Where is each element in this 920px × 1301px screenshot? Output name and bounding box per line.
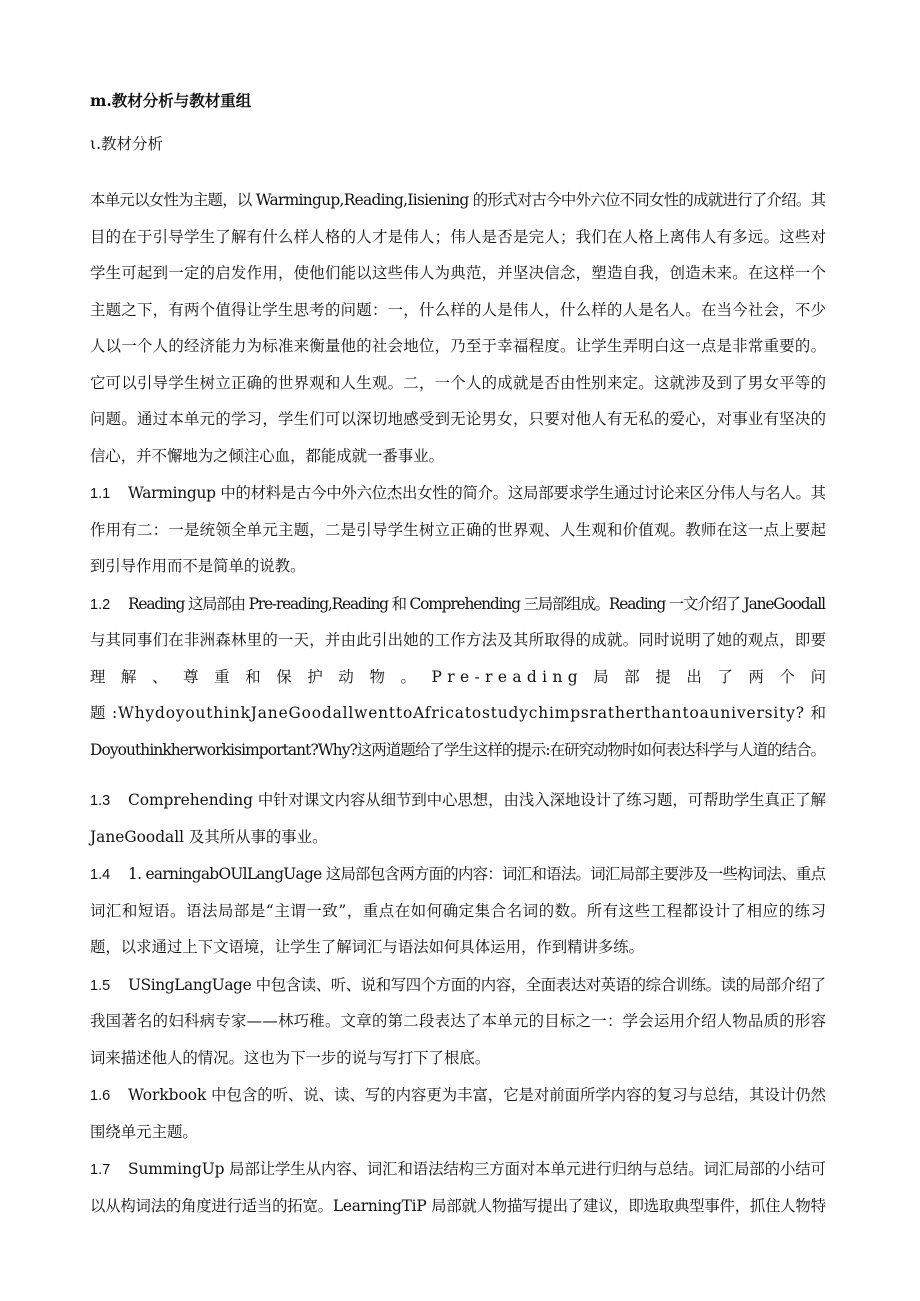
line-content <box>90 328 826 365</box>
line-content <box>90 182 825 219</box>
line-text: JaneGoodall 及其所从事的事业。 <box>90 827 328 846</box>
line-text: Reading 这局部由 Pre-reading,Reading 和 Comprehending 三局部组成。Reading 一文介绍了 JaneGoodall <box>128 594 825 613</box>
text-line <box>90 1077 826 1114</box>
section-heading: m.教材分析与教材重组 <box>90 91 252 110</box>
line-content <box>90 967 826 1005</box>
text-line <box>90 548 826 585</box>
line-content <box>90 438 444 475</box>
line-text: 与其同事们在非洲森林里的一天，并由此引出她的工作方法及其所取得的成就。同时说明了她的观点，即要 <box>90 631 827 649</box>
paragraph <box>90 182 826 474</box>
paragraph <box>90 967 826 1077</box>
line-content <box>90 401 826 438</box>
line-text: 作用有二：一是统领全单元主题，二是引导学生树立正确的世界观、人生观和价值观。教师在这一点上要起 <box>90 520 827 539</box>
text-line <box>90 893 826 930</box>
line-content <box>90 1188 826 1225</box>
text-line <box>90 695 826 732</box>
paragraph <box>90 782 826 855</box>
text-line <box>90 182 826 219</box>
line-text: Warmingup 中的材料是古今中外六位杰出女性的简介。这局部要求学生通过讨论来区分伟人与名人。其 <box>128 484 826 502</box>
line-content <box>90 1003 826 1040</box>
section-number: 1.7 <box>90 1162 111 1178</box>
section-number: 1.5 <box>90 977 111 994</box>
line-content <box>90 622 826 659</box>
line-content <box>90 255 826 292</box>
line-content <box>90 1040 490 1077</box>
text-line <box>90 365 826 402</box>
text-line <box>90 967 826 1004</box>
line-content <box>90 819 327 856</box>
section-number: 1.3 <box>90 793 111 809</box>
line-text: 题 :WhydoyouthinkJaneGoodallwenttoAfricatostudychimpsratherthantoauniversity? 和 <box>90 704 827 722</box>
line-content <box>90 893 827 930</box>
text-line <box>90 292 826 329</box>
line-text: SummingUp 局部让学生从内容、词汇和语法结构三方面对本单元进行归纳与总结。词汇局部的小结可 <box>128 1160 826 1178</box>
text-line <box>90 1151 826 1188</box>
line-content <box>90 929 644 966</box>
text-line <box>90 401 826 438</box>
line-text: 到引导作用而不是简单的说教。 <box>90 557 306 575</box>
paragraph <box>90 586 832 769</box>
line-content <box>90 586 825 624</box>
line-content <box>90 292 826 329</box>
text-line <box>90 732 826 769</box>
text-line <box>90 219 826 256</box>
line-text: 它可以引导学生树立正确的世界观和人生观。二，一个人的成就是否由性别来定。这就涉及到了男女平等的 <box>90 373 827 392</box>
text-line <box>90 1003 826 1040</box>
line-text: 词来描述他人的情况。这也为下一步的说与写打下了根底。 <box>90 1048 491 1067</box>
line-content <box>90 475 826 513</box>
line-content <box>90 512 826 549</box>
text-line <box>90 622 826 659</box>
text-line <box>90 328 826 365</box>
paragraph <box>90 856 826 966</box>
line-text: 词汇和短语。语法局部是“主谓一致”，重点在如何确定集合名词的数。所有这些工程都设计了相应的练习 <box>90 901 827 920</box>
line-text: 理 解 、 尊 重 和 保 护 动 物 。 Pre-reading 局 部 提 出 了 两 个 问 <box>90 667 832 686</box>
line-content <box>90 695 827 732</box>
paragraph <box>90 1077 826 1150</box>
line-text: 人以一个人的经济能力为标准来衡量他的社会地位，乃至于幸福程度。让学生弄明白这一点是非常重要的。 <box>90 337 827 355</box>
line-content <box>90 659 831 696</box>
line-content <box>90 1114 198 1151</box>
line-text: Doyouthinkherworkisimportant?Why?这两道题给了学生这样的提示:在研究动物时如何表达科学与人道的结合。 <box>90 740 826 759</box>
section-number: 1.1 <box>90 486 111 502</box>
line-text: 学生可起到一定的启发作用，使他们能以这些伟人为典范，并坚决信念，塑造自我，创造未来。在这样一个 <box>90 264 827 282</box>
text-line <box>90 856 826 893</box>
line-text: Workbook 中包含的听、说、读、写的内容更为丰富，它是对前面所学内容的复习与总结，其设计仍然 <box>128 1086 826 1104</box>
paragraph <box>90 475 826 585</box>
text-line <box>90 929 826 966</box>
paragraph <box>90 1151 826 1224</box>
line-text: 题，以求通过上下文语境，让学生了解词汇与语法如何具体运用，作到精讲多练。 <box>90 938 645 956</box>
text-line <box>90 475 826 512</box>
line-text: 以从构词法的角度进行适当的拓宽。LearningTiP 局部就人物描写提出了建议，即选取典型事件，抓住人物特 <box>90 1196 826 1215</box>
line-content <box>90 548 305 585</box>
text-line <box>90 819 826 856</box>
section-number: 1.4 <box>90 867 111 883</box>
line-content <box>90 1151 826 1189</box>
text-line <box>90 1040 826 1077</box>
line-text: 目的在于引导学生了解有什么样人格的人才是伟人；伟人是否是完人；我们在人格上离伟人有多远。这些对 <box>90 227 827 246</box>
section-number: 1.6 <box>90 1088 111 1104</box>
line-content <box>90 365 826 402</box>
section-number: 1.2 <box>90 596 111 613</box>
line-text: Comprehending 中针对课文内容从细节到中心思想，由浅入深地设计了练习题，可帮助学生真正了解 <box>128 791 826 809</box>
subsection-heading: ι.教材分析 <box>90 135 164 153</box>
text-line <box>90 1188 826 1225</box>
text-line <box>90 586 826 623</box>
line-text: 问题。通过本单元的学习，学生们可以深切地感受到无论男女，只要对他人有无私的爱心，对事业有坚决的 <box>90 410 827 428</box>
line-content <box>90 782 826 820</box>
line-content <box>90 856 825 894</box>
line-text: 主题之下，有两个值得让学生思考的问题：一，什么样的人是伟人，什么样的人是名人。在当今社会，不少 <box>90 300 827 319</box>
line-text: USingLangUage 中包含读、听、说和写四个方面的内容，全面表达对英语的综合训练。读的局部介绍了 <box>128 975 826 994</box>
text-line <box>90 255 826 292</box>
line-content <box>90 219 826 256</box>
line-text: 1. earningabOUlLangUage 这局部包含两方面的内容：词汇和语法。词汇局部主要涉及一些构词法、重点 <box>128 865 826 883</box>
text-line <box>90 782 826 819</box>
line-text: 本单元以女性为主题，以 Warmingup,Reading,Iisiening 的形式对古今中外六位不同女性的成就进行了介绍。其 <box>90 191 826 209</box>
text-line <box>90 1114 826 1151</box>
line-content <box>90 1077 826 1115</box>
line-text: 信心，并不懈地为之倾注心血，都能成就一番事业。 <box>90 446 444 465</box>
text-line <box>90 659 832 696</box>
text-line <box>90 512 826 549</box>
line-content <box>90 732 825 769</box>
text-line <box>90 438 826 475</box>
line-text: 我国著名的妇科病专家——林巧稚。文章的第二段表达了本单元的目标之一：学会运用介绍人物品质的形容 <box>90 1012 827 1030</box>
line-text: 围绕单元主题。 <box>90 1122 198 1141</box>
